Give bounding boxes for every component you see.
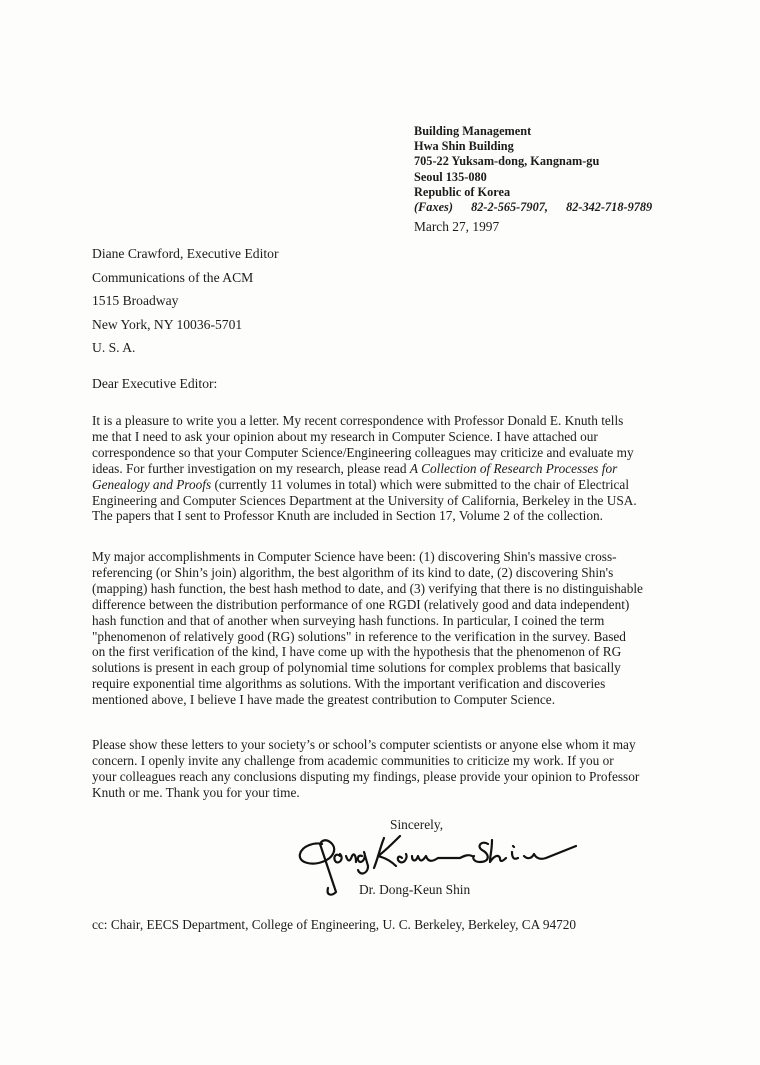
paragraph-line: on the first verification of the kind, I have come up with the hypothesis that the phenomenon of RG: [92, 644, 622, 660]
recipient-name: Diane Crawford, Executive Editor: [92, 246, 279, 261]
fax-number: 82-2-565-7907,: [471, 200, 548, 215]
body-paragraph-2: [92, 549, 672, 708]
paragraph-line: [92, 477, 672, 493]
paragraph-line: It is a pleasure to write you a letter. My recent correspondence with Professor Donald E. Knuth tells: [92, 413, 624, 428]
paragraph-line: "phenomenon of relatively good (RG) solutions" in reference to the verification in the survey. Based: [92, 628, 626, 644]
paragraph-line: referencing (or Shin’s join) algorithm, the best algorithm of its kind to date, (2) discovering Shin's: [92, 564, 614, 580]
salutation: Dear Executive Editor:: [92, 376, 218, 391]
paragraph-line: Engineering and Computer Sciences Department at the University of California, Berkeley in the USA.: [92, 492, 637, 508]
letter-date: March 27, 1997: [414, 219, 500, 234]
recipient-country: U. S. A.: [92, 340, 136, 356]
faxes-label: (Faxes): [414, 200, 453, 215]
paragraph-line: hash function and that of another when surveying hash functions. In particular, I coined the term: [92, 612, 605, 628]
letterhead-line: Republic of Korea: [414, 184, 511, 199]
paragraph-line: your colleagues reach any conclusions disputing my findings, please provide your opinion to Professor: [92, 768, 640, 784]
paragraph-line: My major accomplishments in Computer Science have been: (1) discovering Shin's massive cross-: [92, 549, 617, 564]
paragraph-line: [92, 461, 672, 477]
collection-title: Genealogy and Proofs: [92, 476, 212, 492]
fax-numbers: [414, 200, 652, 215]
paragraph-line: mentioned above, I believe I have made the greatest contribution to Computer Science.: [92, 692, 556, 708]
letterhead-line: Hwa Shin Building: [414, 139, 514, 154]
paragraph-line: me that I need to ask your opinion about my research in Computer Science. I have attached our: [92, 428, 598, 444]
paragraph-text: (currently 11 volumes in total) which were submitted to the chair of Electrical: [211, 476, 630, 492]
carbon-copy-line: cc: Chair, EECS Department, College of Engineering, U. C. Berkeley, Berkeley, CA 94720: [92, 917, 577, 932]
paragraph-text: ideas. For further investigation on my research, please read: [92, 460, 410, 476]
paragraph-line: solutions is present in each group of polynomial time solutions for complex problems that basically: [92, 660, 621, 676]
closing: Sincerely,: [390, 817, 444, 832]
fax-number: 82-342-718-9789: [566, 200, 653, 215]
paragraph-line: The papers that I sent to Professor Knuth are included in Section 17, Volume 2 of the collection.: [92, 508, 603, 524]
paragraph-line: (mapping) hash function, the best hash method to date, and (3) verifying that there is no distinguishable: [92, 580, 643, 596]
signer-name: Dr. Dong-Keun Shin: [359, 882, 471, 897]
paragraph-line: require exponential time algorithms as solutions. With the important verification and discoveries: [92, 676, 606, 692]
paragraph-line: Knuth or me. Thank you for your time.: [92, 784, 300, 800]
recipient-organization: Communications of the ACM: [92, 269, 254, 285]
letterhead-line: 705-22 Yuksam-dong, Kangnam-gu: [414, 154, 600, 169]
letterhead-line: Building Management: [414, 124, 532, 138]
recipient-street: 1515 Broadway: [92, 293, 179, 309]
paragraph-line: difference between the distribution performance of one RGDI (relatively good and data independent): [92, 596, 630, 612]
paragraph-line: Please show these letters to your society’s or school’s computer scientists or anyone else whom it may: [92, 737, 636, 752]
collection-title: A Collection of Research Processes for: [409, 460, 618, 476]
recipient-address: [92, 242, 278, 360]
body-paragraph-3: [92, 737, 672, 801]
recipient-city: New York, NY 10036-5701: [92, 316, 243, 332]
letterhead-line: Seoul 135-080: [414, 169, 487, 184]
paragraph-line: concern. I openly invite any challenge from academic communities to criticize my work. If you or: [92, 752, 614, 768]
sender-letterhead: [414, 124, 652, 215]
paragraph-line: correspondence so that your Computer Science/Engineering colleagues may criticize and evaluate my: [92, 444, 634, 460]
body-paragraph-1: [92, 413, 672, 524]
